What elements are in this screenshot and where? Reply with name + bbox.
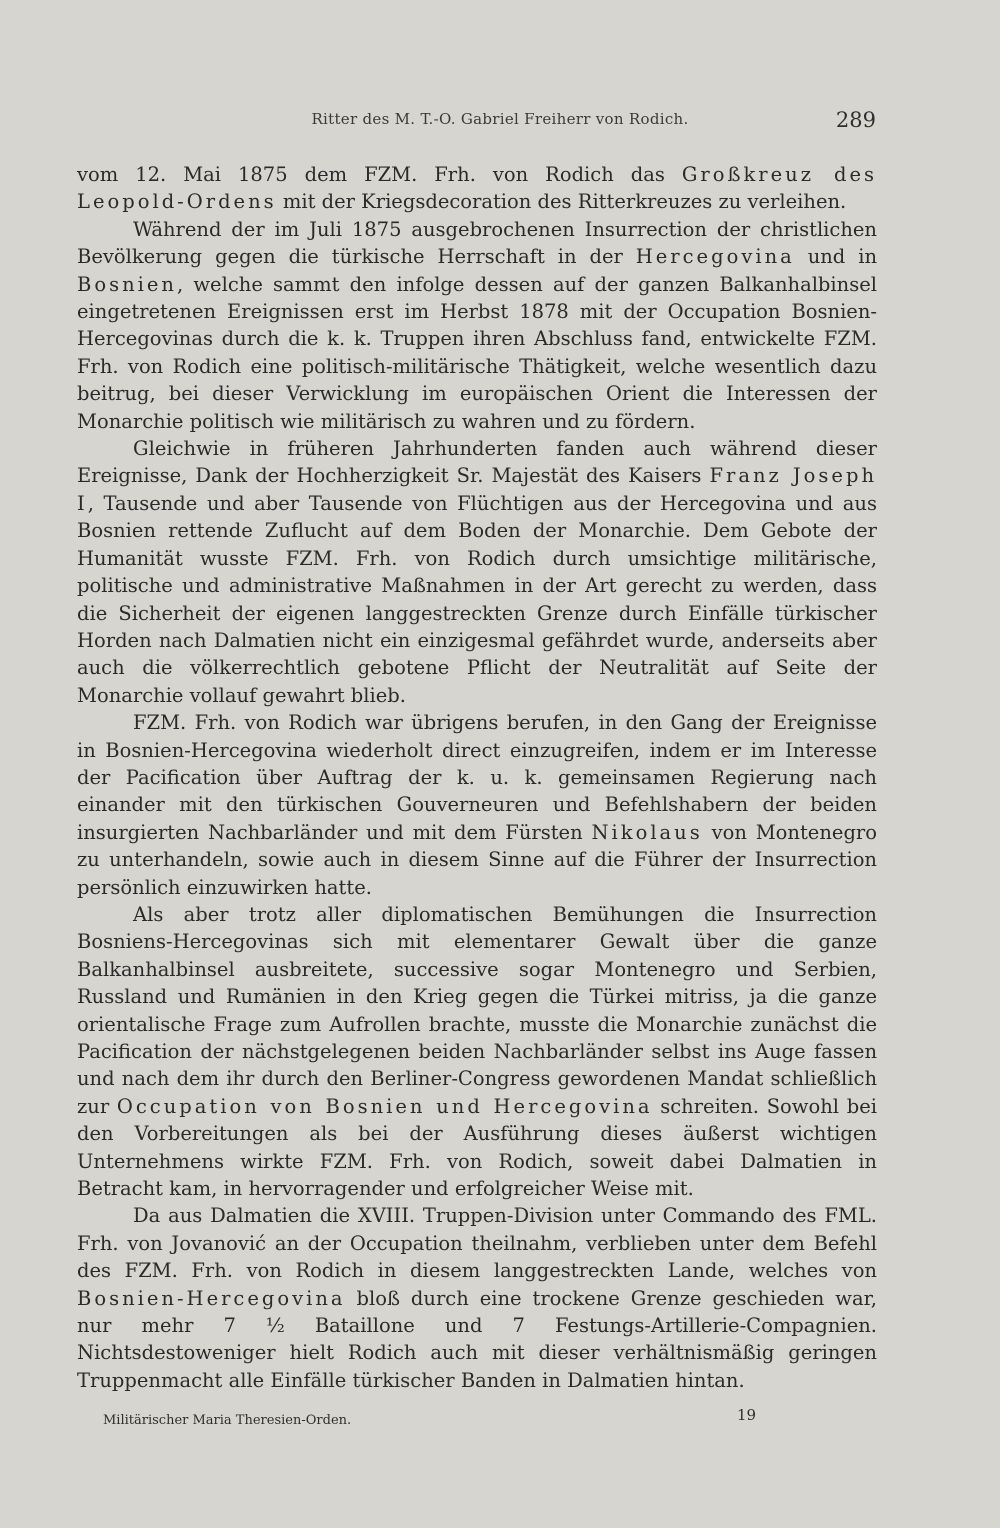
text-segment: Da aus Dalmatien die XVIII. Truppen-Division unter Commando des FML. Frh. von Jovanović an der Occupation theilnahm, verblieben unter dem Befehl des FZM. Frh. von Rodich in diesem langgestreckten Lande, welches von — [77, 1204, 877, 1283]
text-segment: schreiten. Sowohl bei den Vorbereitungen als bei der Ausführung dieses äußerst wichtigen Unternehmens wirkte FZM. Frh. von Rodich, soweit dabei Dalmatien in Betracht kam, in hervorragender und erfolgreicher Weise mit. — [77, 1094, 878, 1201]
text-segment: von Montenegro zu unterhandeln, sowie auch in diesem Sinne auf die Führer der Insurrection persönlich einzuwirken hatte. — [77, 820, 877, 899]
emphasized-text: Nikolaus — [591, 820, 703, 844]
text-segment: bloß durch eine trockene Grenze geschieden war, nur mehr 7 ½ Bataillone und 7 Festungs-Artillerie-Compagnien. Nichtsdestoweniger hielt Rodich auch mit dieser verhältnismäßig geringen Truppenmacht alle Einfälle türkischer Banden in Dalmatien hintan. — [77, 1286, 877, 1392]
emphasized-text: Großkreuz des Leopold-Ordens — [77, 163, 878, 214]
emphasized-text: Occupation von Bosnien und Hercegovina — [116, 1094, 653, 1118]
paragraph — [77, 435, 877, 709]
paragraph — [77, 1202, 877, 1394]
text-segment: Gleichwie in früheren Jahrhunderten fanden auch während dieser Ereignisse, Dank der Hochherzigkeit Sr. Majestät des Kaisers — [77, 437, 877, 488]
running-title: Ritter des M. T.-O. Gabriel Freiherr von Rodich. — [311, 110, 689, 128]
body-text — [77, 161, 877, 1394]
emphasized-text: Hercegovina — [635, 245, 795, 269]
paragraph — [77, 216, 877, 435]
text-segment: mit der Kriegsdecoration des Ritterkreuzes zu verleihen. — [276, 190, 847, 214]
page-number: 289 — [835, 108, 876, 132]
text-segment: , Tausende und aber Tausende von Flüchtigen aus der Hercegovina und aus Bosnien rettende Zuflucht auf dem Boden der Monarchie. Dem Gebote der Humanität wusste FZM. Frh. von Rodich durch umsichtige militärische, politische und administrative Maßnahmen in der Art gerecht zu werden, dass die Sicherheit der eigenen langgestreckten Grenze durch Einfälle türkischer Horden nach Dalmatien nicht ein einzigesmal gefährdet wurde, anderseits aber auch die völkerrechtlich gebotene Pflicht der Neutralität auf Seite der Monarchie vollauf gewahrt blieb. — [77, 491, 877, 707]
paragraph — [77, 161, 877, 216]
paragraph — [77, 901, 877, 1202]
footer-publication: Militärischer Maria Theresien-Orden. — [103, 1413, 352, 1428]
text-segment: FZM. Frh. von Rodich war übrigens berufen, in den Gang der Ereignisse in Bosnien-Hercegovina wiederholt direct einzugreifen, indem er im Interesse der Pacification über Auftrag der k. u. k. gemeinsamen Regierung nach einander mit den türkischen Gouverneuren und Befehlshabern der beiden insurgierten Nachbarländer und mit dem Fürsten — [77, 711, 877, 844]
paragraph — [77, 709, 877, 901]
text-segment: und in — [794, 245, 878, 269]
emphasized-text: Bosnien — [77, 272, 177, 296]
emphasized-text: Bosnien-Hercegovina — [77, 1286, 346, 1310]
text-segment: vom 12. Mai 1875 dem FZM. Frh. von Rodich das — [77, 163, 682, 186]
signature-mark: 19 — [737, 1406, 757, 1424]
text-segment: Als aber trotz aller diplomatischen Bemühungen die Insurrection Bosniens-Hercegovinas sich mit elementarer Gewalt über die ganze Balkanhalbinsel ausbreitete, successive sogar Montenegro und Serbien, Russland und Rumänien in den Krieg gegen die Türkei mitriss, ja die ganze orientalische Frage zum Aufrollen brachte, musste die Monarchie zunächst die Pacification der nächstgelegenen beiden Nachbarländer selbst ins Auge fassen und nach dem ihr durch den Berliner-Congress gewordenen Mandat schließlich zur — [77, 902, 877, 1118]
text-segment: , welche sammt den infolge dessen auf der ganzen Balkanhalbinsel eingetretenen Ereignissen erst im Herbst 1878 mit der Occupation Bosnien-Hercegovinas durch die k. k. Truppen ihren Abschluss fand, entwickelte FZM. Frh. von Rodich eine politisch-militärische Thätigkeit, welche wesentlich dazu beitrug, bei dieser Verwicklung im europäischen Orient die Interessen der Monarchie politisch wie militärisch zu wahren und zu fördern. — [77, 272, 877, 433]
emphasized-text: Franz Joseph I — [77, 464, 878, 515]
text-segment: Während der im Juli 1875 ausgebrochenen Insurrection der christlichen Bevölkerung gegen die türkische Herrschaft in der — [77, 217, 877, 269]
